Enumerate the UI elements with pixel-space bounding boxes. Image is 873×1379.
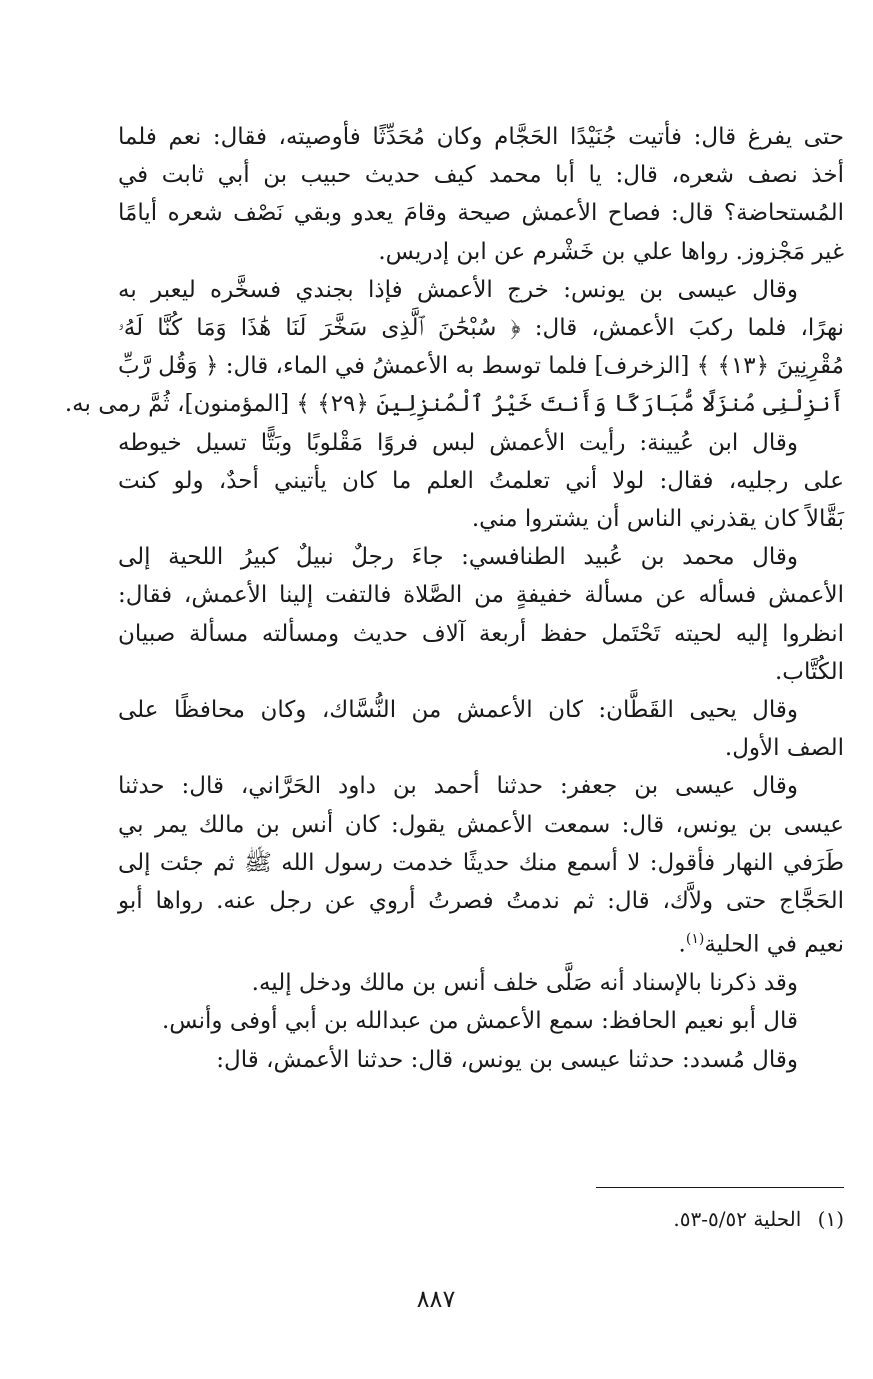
text-line: وقال ابن عُيينة: رأيت الأعمش لبس فروًا مَقْلوبًا وبَتًّا تسيل خيوطه	[118, 429, 798, 456]
text-line: بَقَّالاً كان يقذرني الناس أن يشتروا مني.	[471, 506, 844, 533]
text-line: أَنزِلْنِى مُنزَلًا مُّبَارَكًا وَأَنتَ خَيْرُ ٱلْمُنزِلِينَ ﴿٢٩﴾ ﴾ [المؤمنون]، ثُمَّ رمى به.	[64, 391, 844, 418]
text-line: وقد ذكرنا بالإسناد أنه صَلَّى خلف أنس بن مالك ودخل إليه.	[251, 970, 798, 997]
text-line: وقال عيسى بن يونس: خرج الأعمش فإذا بجندي فسخَّره ليعبر به	[118, 276, 798, 303]
text-line: عيسى بن يونس، قال: سمعت الأعمش يقول: كان أنس بن مالك يمر بي	[118, 811, 844, 838]
footnote-divider	[596, 1187, 844, 1188]
text-line: الحَجَّاج حتى ولاَّك، قال: ثم ندمتُ فصرتُ أروي عن رجل عنه. رواها أبو	[118, 888, 844, 915]
text-line: الكُتَّاب.	[774, 658, 844, 685]
text-line: نهرًا، فلما ركبَ الأعمش، قال: ﴿ سُبْحَٰنَ ٱلَّذِى سَخَّرَ لَنَا هَٰذَا وَمَا كُنَّا لَهُۥ	[118, 315, 844, 342]
text-line: مُقْرِنِينَ ﴿١٣﴾ ﴾ [الزخرف] فلما توسط به الأعمشُ في الماء، قال: ﴿ وَقُل رَّبِّ	[118, 353, 844, 380]
text-line: الصف الأول.	[724, 735, 844, 762]
text-line: أخذ نصف شعره، قال: يا أبا محمد كيف حديث حبيب بن أبي ثابت في	[118, 162, 844, 189]
text-line: الأعمش فسأله عن مسألة خفيفةٍ من الصَّلاة فالتفت إلينا الأعمش، فقال:	[118, 582, 844, 609]
text-line: على رجليه، فقال: لولا أني تعلمتُ العلم ما كان يأتيني أحدٌ، ولو كنت	[118, 467, 844, 494]
text-line: وقال مُسدد: حدثنا عيسى بن يونس، قال: حدثنا الأعمش، قال:	[216, 1046, 798, 1073]
text-line: المُستحاضة؟ قال: فصاح الأعمش صيحة وقامَ يعدو وبقي نَصْف شعره أيامًا	[118, 200, 844, 227]
text-line: طَرَفي النهار فأقول: لا أسمع منك حديثًا خدمت رسول الله ﷺ ثم جئت إلى	[118, 849, 844, 876]
text-line: حتى يفرغ قال: فأتيت جُنَيْدًا الحَجَّام وكان مُحَدِّثًا فأوصيته، فقال: نعم فلما	[118, 124, 844, 150]
text-line: انظروا إليه لحيته تَحْتَمل حفظ أربعة آلاف حديث ومسألته مسألة صبيان	[118, 620, 844, 647]
main-text	[64, 118, 844, 1079]
page-number: ٨٨٧	[416, 1285, 456, 1313]
text-segment: نعيم في الحلية	[704, 931, 844, 958]
text-line: نعيم في الحلية$^{(١)}$.	[678, 931, 844, 958]
footnote-marker: (١)	[817, 1207, 844, 1231]
footnote-text: الحلية ٥/٥٢-٥٣.	[673, 1207, 802, 1231]
text-line: وقال محمد بن عُبيد الطنافسي: جاءَ رجلٌ نبيلٌ كبيرُ اللحية إلى	[118, 544, 798, 571]
text-line: قال أبو نعيم الحافظ: سمع الأعمش من عبدالله بن أبي أوفى وأنس.	[161, 1008, 798, 1035]
footnote	[400, 1204, 844, 1234]
text-line: وقال عيسى بن جعفر: حدثنا أحمد بن داود الحَرَّاني، قال: حدثنا	[118, 773, 798, 800]
text-line: وقال يحيى القَطَّان: كان الأعمش من النُّسَّاك، وكان محافظًا على	[118, 697, 798, 724]
text-line: غير مَجْزوز. رواها علي بن خَشْرم عن ابن إدريس.	[378, 238, 844, 265]
footnote-reference[interactable]: (١)	[685, 931, 705, 948]
